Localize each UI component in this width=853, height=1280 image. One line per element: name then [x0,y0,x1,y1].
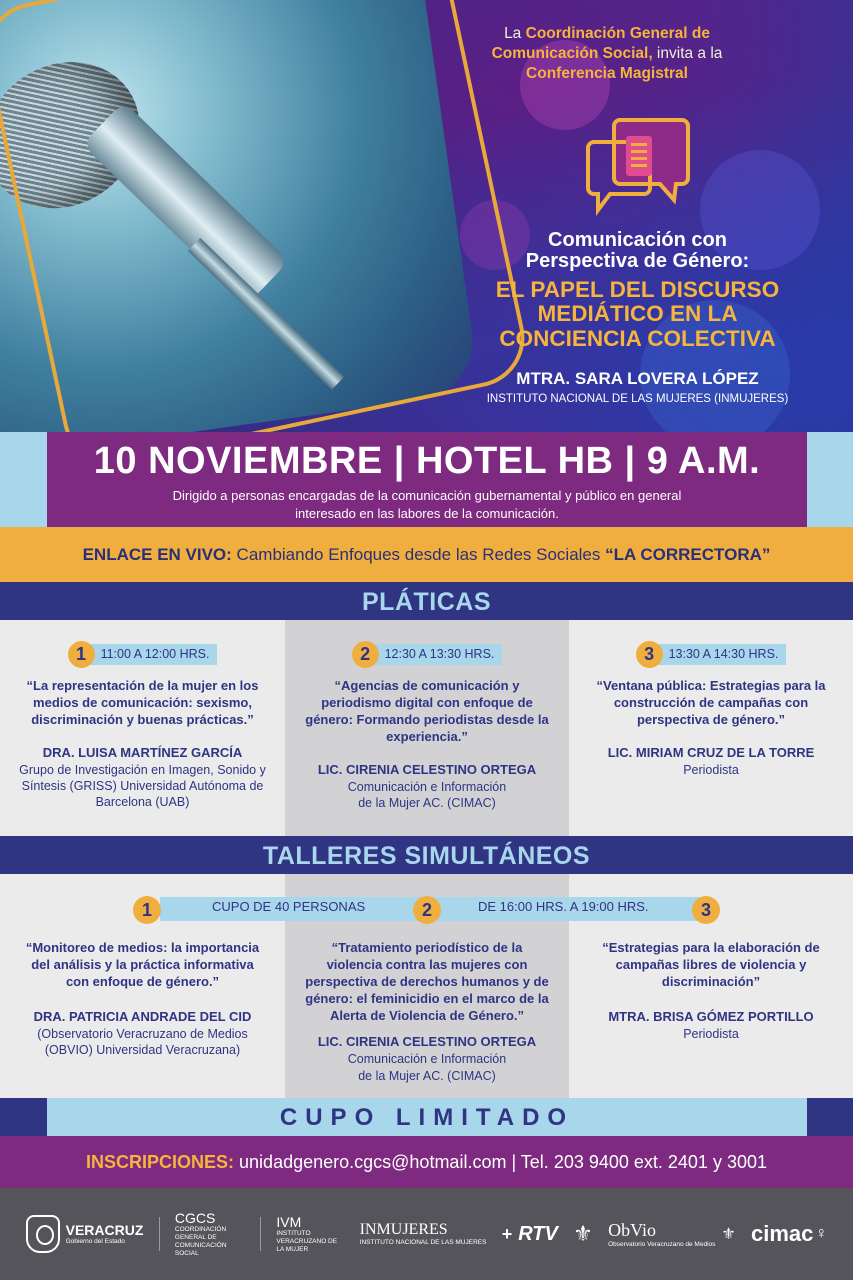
talk-title: “Ventana pública: Estrategias para la construcción de campañas con perspectiva de género.” [596,678,826,727]
logo-ivm [276,1214,344,1253]
registration-banner [0,1136,853,1188]
logo-subtext: INSTITUTO NACIONAL DE LAS MUJERES [359,1239,487,1247]
live-link-label: ENLACE EN VIVO: [82,545,232,564]
logo-cimac [751,1221,827,1247]
speech-bubbles-icon [586,112,696,222]
intro-event-type: Conferencia Magistral [526,65,688,83]
workshop-number-badge: 2 [413,896,441,924]
talk-organization: Periodista [683,762,739,777]
workshop-speaker: DRA. PATRICIA ANDRADE DEL CID [33,1008,252,1024]
logo-divider [159,1217,160,1251]
talk-speaker: DRA. LUISA MARTÍNEZ GARCÍA [42,744,243,760]
title-line: Perspectiva de Género: [525,250,750,272]
live-link-banner [0,527,853,582]
talk-time-label: 11:00 A 12:00 HRS. [85,644,218,665]
conference-title [430,230,845,405]
logo-inmujeres [360,1221,487,1247]
female-symbol-icon: ♀ [815,1225,828,1242]
workshop-number-badge: 1 [133,896,161,924]
workshop-organization: (Observatorio Veracruzano de Medios (OBVIO) Universidad Veracruzana) [37,1026,248,1057]
workshop-organization: Comunicación e Información de la Mujer AC. (CIMAC) [347,1052,507,1083]
fleur-de-lis-icon: ⚜ [721,1225,736,1243]
talk-speaker: LIC. MIRIAM CRUZ DE LA TORRE [607,744,815,760]
logo-divider [260,1217,261,1251]
hero-banner [0,0,853,432]
title-line: Comunicación con [548,229,727,251]
talk-card [285,620,569,836]
workshop-title: “Monitoreo de medios: la importancia del análisis y la práctica informativa con enfoque de género.” [25,940,260,989]
intro-org: Coordinación General de [525,25,710,42]
logo-subtext: COORDINACIÓN GENERAL DE COMUNICACIÓN SOCIAL [174,1226,227,1257]
logo-text: IVM [276,1214,302,1231]
workshop-schedule: DE 16:00 HRS. A 19:00 HRS. [478,899,649,914]
event-info [47,432,807,527]
logo-text: RTV [518,1222,558,1245]
event-date-place-time: 10 NOVIEMBRE | HOTEL HB | 9 A.M. [93,440,761,482]
state-crest-icon [26,1215,60,1253]
title-highlight-line: EL PAPEL DEL DISCURSO [495,277,780,302]
logo-obvio [608,1220,736,1249]
platicas-heading [0,582,853,620]
workshop-capacity: CUPO DE 40 PERSONAS [212,899,366,914]
live-link-highlight: “LA CORRECTORA” [605,545,771,564]
talk-time-label: 12:30 A 13:30 HRS. [369,644,503,665]
event-audience: Dirigido a personas encargadas de la comunicación gubernamental y público en general [172,488,682,503]
logo-text: INMUJERES [359,1221,448,1239]
talk-title: “Agencias de comunicación y periodismo digital con enfoque de género: Formando periodistas desde la experiencia.” [305,678,549,744]
logo-veracruz [26,1215,144,1253]
talk-card [569,620,853,836]
intro-text: La [504,25,526,42]
talleres-heading [0,836,853,874]
intro-text: invita a la [652,45,723,63]
workshop-title: “Tratamiento periodístico de la violencia contra las mujeres con perspectiva de derechos humanos y de género: el feminicidio en el marco de la Alerta de Violencia de Género.” [305,940,549,1023]
talk-organization: Grupo de Investigación en Imagen, Sonido y Síntesis (GRISS) Universidad Autónoma de Barcelona (UAB) [19,762,266,810]
section-title: TALLERES SIMULTÁNEOS [262,842,591,870]
talks-grid [0,620,853,836]
logo-rtv [502,1223,558,1246]
logo-text: CGCS [174,1210,216,1227]
talk-title: “La representación de la mujer en los medios de comunicación: sexismo, discriminación y buenas prácticas.” [26,678,259,727]
talk-card [0,620,285,836]
workshop-number-badge: 3 [692,896,720,924]
workshop-speaker: LIC. CIRENIA CELESTINO ORTEGA [317,1034,537,1050]
logo-subtext: Gobierno del Estado [65,1238,125,1246]
workshop-speaker: MTRA. BRISA GÓMEZ PORTILLO [608,1008,814,1024]
invitation-intro [457,24,757,84]
limited-seats-band [0,1098,853,1136]
registration-label: INSCRIPCIONES: [86,1152,235,1172]
keynote-speaker: MTRA. SARA LOVERA LÓPEZ [516,368,759,388]
section-title: PLÁTICAS [362,588,491,616]
logo-subtext: INSTITUTO VERACRUZANO DE LA MUJER [276,1230,338,1253]
workshop-title: “Estrategias para la elaboración de campañas libres de violencia y discriminación” [602,940,820,989]
talk-time [352,642,503,666]
registration-contact: unidadgenero.cgcs@hotmail.com | Tel. 203 9400 ext. 2401 y 3001 [234,1152,767,1172]
talk-speaker: LIC. CIRENIA CELESTINO ORTEGA [317,761,537,777]
workshop-organization: Periodista [683,1026,739,1041]
sponsor-logos [0,1188,853,1280]
talk-time [68,642,218,666]
title-highlight-line: CONCIENCIA COLECTIVA [499,325,776,351]
talk-number-badge: 2 [352,641,379,668]
talk-organization: Comunicación e Información de la Mujer AC. (CIMAC) [347,779,507,810]
logo-text: ObVio [608,1219,656,1240]
logo-subtext: Observatorio Veracruzano de Medios [608,1240,716,1248]
talk-number-badge: 3 [636,641,663,668]
logo-cgcs [175,1210,245,1257]
event-audience: interesado en las labores de la comunicación. [295,505,559,521]
logo-universidad-veracruzana [573,1221,593,1247]
talk-time [636,642,787,666]
logo-text: cimac [750,1221,814,1246]
logo-text: VERACRUZ [65,1222,144,1239]
event-band [0,432,853,527]
limited-seats-label: CUPO LIMITADO [47,1098,807,1136]
live-link-text: Cambiando Enfoques desde las Redes Sociales [231,545,606,564]
intro-org: Comunicación Social, [491,45,653,63]
plus-icon: + [501,1223,513,1244]
fleur-de-lis-icon: ⚜ [573,1221,593,1246]
title-highlight-line: MEDIÁTICO EN LA [537,301,738,327]
talk-time-label: 13:30 A 14:30 HRS. [653,644,787,665]
keynote-institution: INSTITUTO NACIONAL DE LAS MUJERES (INMUJERES) [486,392,789,405]
talk-number-badge: 1 [68,641,95,668]
